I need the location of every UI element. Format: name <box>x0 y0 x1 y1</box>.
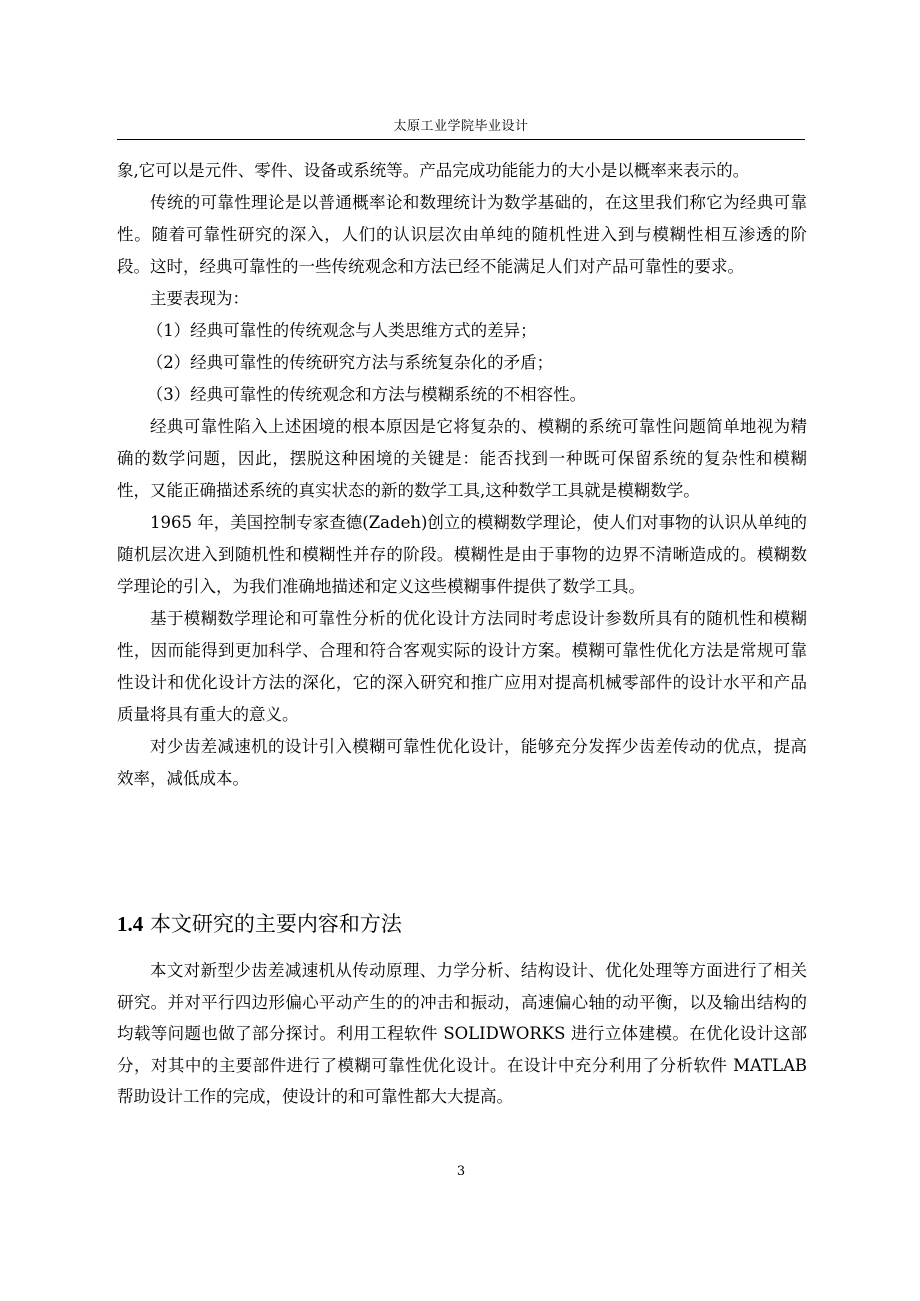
paragraph: 基于模糊数学理论和可靠性分析的优化设计方法同时考虑设计参数所具有的随机性和模糊性，因而能得到更加科学、合理和符合客观实际的设计方案。模糊可靠性优化方法是常规可靠性设计和优化设计方法的深化，它的深入研究和推广应用对提高机械零部件的设计水平和产品质量将具有重大的意义。 <box>117 609 807 724</box>
running-header: 太原工业学院毕业设计 <box>393 119 529 134</box>
page-number: 3 <box>456 1164 466 1179</box>
section-title: 本文研究的主要内容和方法 <box>149 912 402 936</box>
paragraph: 象,它可以是元件、零件、设备或系统等。产品完成功能能力的大小是以概率来表示的。 <box>117 161 750 180</box>
section-heading <box>117 904 402 944</box>
paragraph: 传统的可靠性理论是以普通概率论和数理统计为数学基础的，在这里我们称它为经典可靠性。随着可靠性研究的深入，人们的认识层次由单纯的随机性进入到与模糊性相互渗透的阶段。这时，经典可靠性的一些传统观念和方法已经不能满足人们对产品可靠性的要求。 <box>117 193 807 276</box>
paragraph: 主要表现为： <box>150 289 249 308</box>
section-paragraph: 本文对新型少齿差减速机从传动原理、力学分析、结构设计、优化处理等方面进行了相关研究。并对平行四边形偏心平动产生的的冲击和振动，高速偏心轴的动平衡，以及输出结构的均载等问题也做了部分探讨。利用工程软件 SOLIDWORKS 进行立体建模。在优化设计这部分，对其中的主要部件进行了模糊可靠性优化设计。在设计中充分利用了分析软件 MATLAB 帮助设计工作的完成，使设计的和可靠性都大大提高。 <box>117 961 807 1106</box>
header-rule <box>117 139 805 140</box>
paragraph: 1965 年，美国控制专家查德(Zadeh)创立的模糊数学理论，使人们对事物的认识从单纯的随机层次进入到随机性和模糊性并存的阶段。模糊性是由于事物的边界不清晰造成的。模糊数学理论的引入，为我们准确地描述和定义这些模糊事件提供了数学工具。 <box>117 513 807 596</box>
list-item: （1）经典可靠性的传统观念与人类思维方式的差异； <box>146 321 537 340</box>
list-item: （3）经典可靠性的传统观念和方法与模糊系统的不相容性。 <box>146 385 587 404</box>
paragraph: 经典可靠性陷入上述困境的根本原因是它将复杂的、模糊的系统可靠性问题简单地视为精确的数学问题，因此，摆脱这种困境的关键是：能否找到一种既可保留系统的复杂性和模糊性，又能正确描述系统的真实状态的新的数学工具,这种数学工具就是模糊数学。 <box>117 417 807 500</box>
list-item: （2）经典可靠性的传统研究方法与系统复杂化的矛盾； <box>146 353 554 372</box>
paragraph: 对少齿差减速机的设计引入模糊可靠性优化设计，能够充分发挥少齿差传动的优点，提高效率，减低成本。 <box>117 737 807 788</box>
body-text <box>117 155 807 795</box>
section-body <box>117 955 807 1113</box>
section-number: 1.4 <box>117 912 144 936</box>
